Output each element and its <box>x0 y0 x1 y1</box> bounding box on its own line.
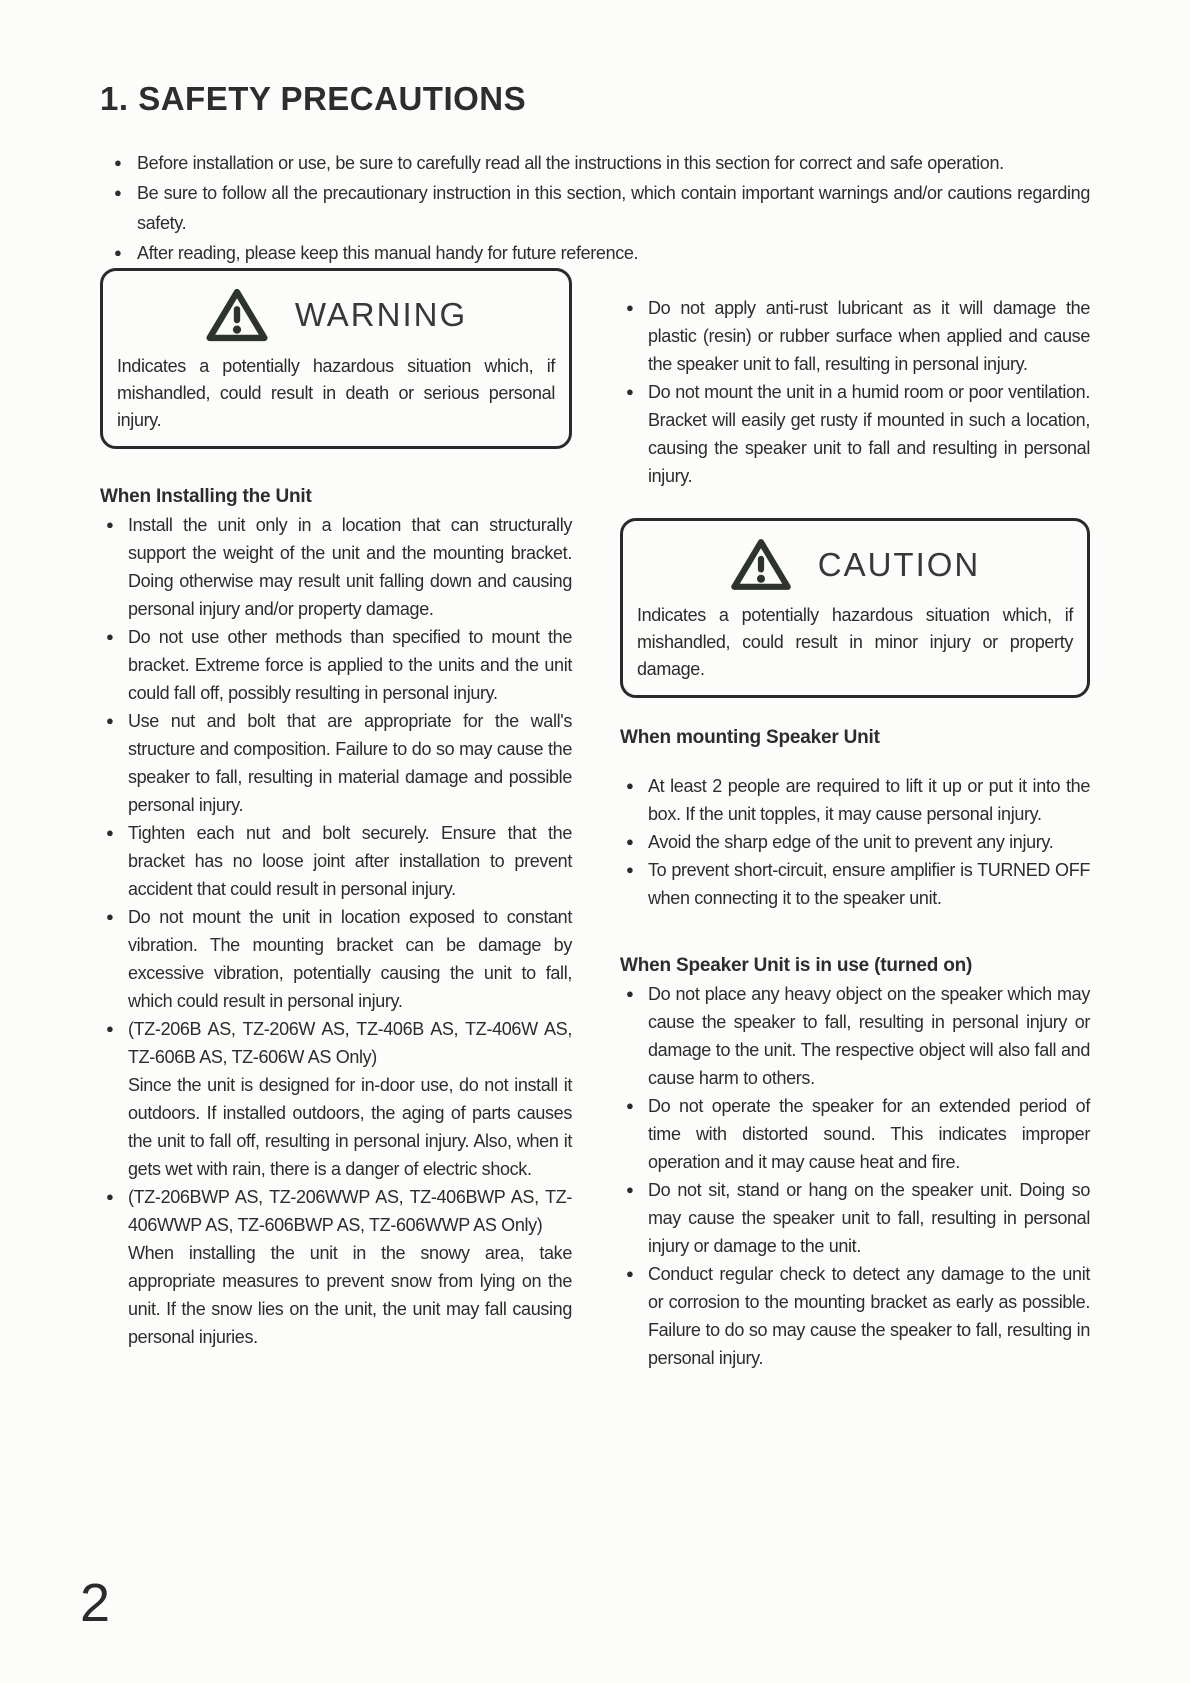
intro-bullet-list <box>100 148 1090 268</box>
list-item <box>100 148 1090 178</box>
bullet-icon: ● <box>626 1266 634 1281</box>
list-item <box>620 772 1090 828</box>
bullet-icon: ● <box>626 300 634 315</box>
bullet-text: Tighten each nut and bolt securely. Ensure that the bracket has no loose joint after installation to prevent accident that could result in personal injury. <box>128 823 572 899</box>
bullet-text: Do not sit, stand or hang on the speaker unit. Doing so may cause the speaker unit to fall, resulting in personal injury or damage to the unit. <box>648 1180 1090 1256</box>
bullet-icon: ● <box>626 384 634 399</box>
bullet-text: Before installation or use, be sure to carefully read all the instructions in this section for correct and safe operation. <box>137 153 1004 173</box>
bullet-text: After reading, please keep this manual handy for future reference. <box>137 243 639 263</box>
bullet-text: Conduct regular check to detect any damage to the unit or corrosion to the mounting bracket as early as possible. Failure to do so may cause the speaker to fall, resulting in personal injury. <box>648 1264 1090 1368</box>
bullet-text: (TZ-206B AS, TZ-206W AS, TZ-406B AS, TZ-406W AS, TZ-606B AS, TZ-606W AS Only) <box>128 1019 572 1067</box>
bullet-icon: ● <box>106 1189 114 1204</box>
bullet-icon: ● <box>626 834 634 849</box>
list-item <box>620 1260 1090 1372</box>
warning-label: WARNING <box>294 296 468 333</box>
list-item <box>620 828 1090 856</box>
bullet-icon: ● <box>106 629 114 644</box>
page-title: 1. SAFETY PRECAUTIONS <box>100 80 527 117</box>
bullet-text: Do not place any heavy object on the speaker which may cause the speaker to fall, resulting in personal injury or damage to the unit. The respective object will also fall and cause harm to others. <box>648 984 1090 1088</box>
installing-continued-bullet-list <box>620 294 1090 490</box>
bullet-text: Do not apply anti-rust lubricant as it will damage the plastic (resin) or rubber surface when applied and cause the speaker unit to fall, resulting in personal injury. <box>648 298 1090 374</box>
caution-description: Indicates a potentially hazardous situation which, if mishandled, could result in minor injury or property damage. <box>637 605 1073 679</box>
section-heading-installing: When Installing the Unit <box>100 486 312 507</box>
bullet-icon: ● <box>106 1021 114 1036</box>
list-item <box>620 378 1090 490</box>
list-item <box>100 707 572 819</box>
list-item <box>620 856 1090 912</box>
mounting-bullet-list <box>620 772 1090 912</box>
list-item <box>100 819 572 903</box>
list-item <box>100 178 1090 238</box>
warning-triangle-icon <box>205 287 269 343</box>
in-use-bullet-list <box>620 980 1090 1372</box>
list-item <box>100 623 572 707</box>
bullet-icon: ● <box>626 778 634 793</box>
caution-box-header <box>637 535 1073 602</box>
bullet-text: Be sure to follow all the precautionary instruction in this section, which contain important warnings and/or cautions regarding safety. <box>137 183 1090 233</box>
two-column-layout <box>100 268 1090 1372</box>
bullet-icon: ● <box>626 986 634 1001</box>
bullet-icon: ● <box>114 155 122 170</box>
bullet-icon: ● <box>626 862 634 877</box>
bullet-icon: ● <box>114 185 122 200</box>
bullet-text: Use nut and bolt that are appropriate for the wall's structure and composition. Failure to do so may cause the speaker to fall, resulting in material damage and possible personal injury. <box>128 711 572 815</box>
bullet-text: (TZ-206BWP AS, TZ-206WWP AS, TZ-406BWP AS, TZ-406WWP AS, TZ-606BWP AS, TZ-606WWP AS Only) <box>128 1187 572 1235</box>
warning-triangle-icon <box>730 537 792 592</box>
warning-box-header <box>117 285 555 353</box>
bullet-text: Do not operate the speaker for an extended period of time with distorted sound. This indicates improper operation and it may cause heat and fire. <box>648 1096 1090 1172</box>
caution-box-wrapper <box>620 518 1090 698</box>
bullet-text: Do not mount the unit in location exposed to constant vibration. The mounting bracket can be damage by excessive vibration, potentially causing the unit to fall, which could result in personal injury. <box>128 907 572 1011</box>
column-right <box>620 268 1090 1372</box>
bullet-icon: ● <box>106 825 114 840</box>
warning-box <box>100 268 572 449</box>
section-heading-mounting: When mounting Speaker Unit <box>620 727 880 748</box>
list-item <box>620 294 1090 378</box>
bullet-text: At least 2 people are required to lift it up or put it into the box. If the unit topples, it may cause personal injury. <box>648 776 1090 824</box>
bullet-text: Do not mount the unit in a humid room or poor ventilation. Bracket will easily get rusty if mounted in such a location, causing the speaker unit to fall and resulting in personal injury. <box>648 382 1090 486</box>
warning-description: Indicates a potentially hazardous situation which, if mishandled, could result in death or serious personal injury. <box>117 356 555 430</box>
list-item <box>620 980 1090 1092</box>
bullet-text: To prevent short-circuit, ensure amplifier is TURNED OFF when connecting it to the speaker unit. <box>648 860 1090 908</box>
page-number: 2 <box>80 1573 111 1633</box>
bullet-icon: ● <box>114 245 122 260</box>
bullet-icon: ● <box>626 1098 634 1113</box>
section-heading-in-use: When Speaker Unit is in use (turned on) <box>620 955 973 976</box>
list-item <box>100 1183 572 1351</box>
list-item <box>100 511 572 623</box>
bullet-icon: ● <box>626 1182 634 1197</box>
bullet-icon: ● <box>106 909 114 924</box>
column-left <box>100 268 572 1351</box>
caution-box <box>620 518 1090 698</box>
bullet-text-continued: Since the unit is designed for in-door use, do not install it outdoors. If installed outdoors, the aging of parts causes the unit to fall off, resulting in personal injury. Also, when it gets wet with rain, there is a danger of electric shock. <box>128 1075 572 1179</box>
list-item <box>620 1176 1090 1260</box>
caution-label: CAUTION <box>817 545 981 583</box>
installing-bullet-list <box>100 511 572 1351</box>
bullet-text: Install the unit only in a location that can structurally support the weight of the unit and the mounting bracket. Doing otherwise may result unit falling down and causing personal injury and/or property damage. <box>128 515 572 619</box>
bullet-icon: ● <box>106 713 114 728</box>
bullet-icon: ● <box>106 517 114 532</box>
bullet-text-continued: When installing the unit in the snowy area, take appropriate measures to prevent snow from lying on the unit. If the snow lies on the unit, the unit may fall causing personal injuries. <box>128 1243 572 1347</box>
list-item <box>100 238 1090 268</box>
list-item <box>100 1015 572 1183</box>
bullet-text: Avoid the sharp edge of the unit to prevent any injury. <box>648 832 1054 852</box>
bullet-text: Do not use other methods than specified to mount the bracket. Extreme force is applied to the units and the unit could fall off, possibly resulting in personal injury. <box>128 627 572 703</box>
list-item <box>100 903 572 1015</box>
list-item <box>620 1092 1090 1176</box>
